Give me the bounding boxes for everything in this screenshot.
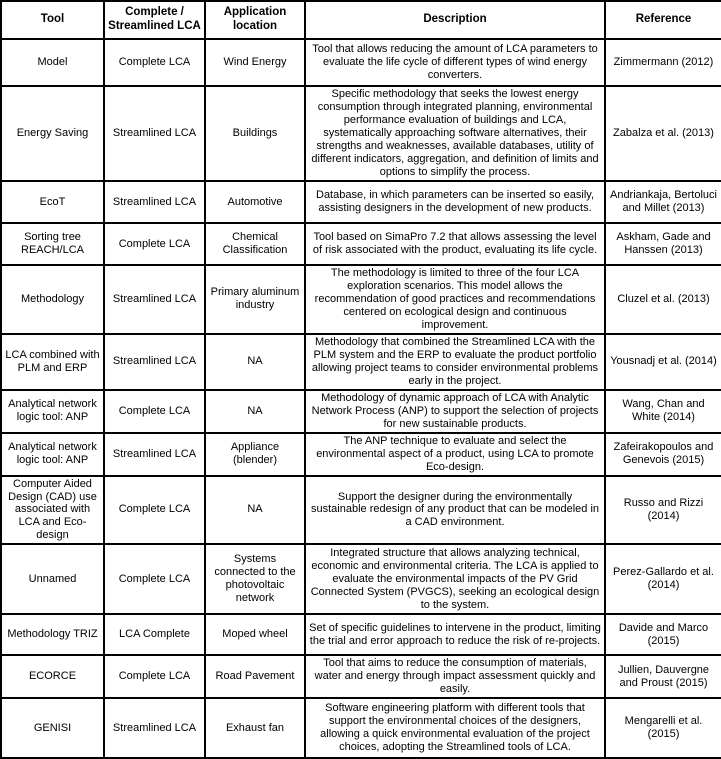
description-cell: Integrated structure that allows analyzing technical, economic and environmental criteria. The LCA is applied to evaluate the environmental impacts of the PV Grid Connected System (PVGCS), seeking an ecological design to the system. [305,544,605,614]
application-cell: Buildings [205,86,305,181]
reference-cell: Cluzel et al. (2013) [605,265,721,334]
lca-type-cell: Complete LCA [104,544,205,614]
lca-type-cell: Complete LCA [104,655,205,698]
lca-type-cell: LCA Complete [104,614,205,655]
table-row [1,655,721,698]
table-header [1,1,721,39]
tool-cell: Methodology TRIZ [1,614,104,655]
table-body [1,39,721,758]
application-cell: Exhaust fan [205,698,305,758]
table-row [1,698,721,758]
table-row [1,390,721,433]
reference-cell: Zimmermann (2012) [605,39,721,86]
application-cell: Moped wheel [205,614,305,655]
description-cell: Tool based on SimaPro 7.2 that allows assessing the level of risk associated with the product, evaluating its life cycle. [305,223,605,265]
tool-cell: Analytical network logic tool: ANP [1,390,104,433]
table-row [1,334,721,390]
lca-type-cell: Streamlined LCA [104,265,205,334]
tool-cell: GENISI [1,698,104,758]
description-cell: Tool that aims to reduce the consumption of materials, water and energy through impact assessment quickly and easily. [305,655,605,698]
application-cell: Primary aluminum industry [205,265,305,334]
column-header-lca-type: Complete / Streamlined LCA [104,1,205,39]
lca-type-cell: Streamlined LCA [104,433,205,476]
column-header-description: Description [305,1,605,39]
tool-cell: Unnamed [1,544,104,614]
tool-cell: Energy Saving [1,86,104,181]
application-cell: Systems connected to the photovoltaic network [205,544,305,614]
header-row [1,1,721,39]
tool-cell: EcoT [1,181,104,223]
tool-cell: Analytical network logic tool: ANP [1,433,104,476]
lca-type-cell: Complete LCA [104,39,205,86]
table-row [1,614,721,655]
reference-cell: Zabalza et al. (2013) [605,86,721,181]
tool-cell: Sorting tree REACH/LCA [1,223,104,265]
application-cell: Wind Energy [205,39,305,86]
application-cell: Chemical Classification [205,223,305,265]
tool-cell: Model [1,39,104,86]
application-cell: Road Pavement [205,655,305,698]
application-cell: Appliance (blender) [205,433,305,476]
table-row [1,476,721,545]
column-header-application: Application location [205,1,305,39]
table-row [1,39,721,86]
description-cell: Specific methodology that seeks the lowest energy consumption through integrated planning, environmental performance evaluation of buildings and LCA, systematically approaching software alternatives, their strengths and weaknesses, available databases, utility of different indicators, aggregation, and definition of limits and options to simplify the process. [305,86,605,181]
application-cell: NA [205,476,305,545]
reference-cell: Jullien, Dauvergne and Proust (2015) [605,655,721,698]
reference-cell: Russo and Rizzi (2014) [605,476,721,545]
description-cell: Software engineering platform with different tools that support the environmental choices of the designers, allowing a quick environmental evaluation of the project choices, adopting the Streamlined tools of LCA. [305,698,605,758]
description-cell: Methodology of dynamic approach of LCA with Analytic Network Process (ANP) to support the selection of projects for new sustainable products. [305,390,605,433]
lca-type-cell: Streamlined LCA [104,86,205,181]
description-cell: Methodology that combined the Streamlined LCA with the PLM system and the ERP to evaluate the product portfolio allowing project teams to consider environmental problems early in the project. [305,334,605,390]
reference-cell: Yousnadj et al. (2014) [605,334,721,390]
table-row [1,265,721,334]
tool-cell: Methodology [1,265,104,334]
tool-cell: Computer Aided Design (CAD) use associated with LCA and Eco-design [1,476,104,545]
table-row [1,181,721,223]
table-row [1,223,721,265]
description-cell: Set of specific guidelines to intervene in the product, limiting the trial and error approach to reduce the risk of re-projects. [305,614,605,655]
application-cell: NA [205,390,305,433]
description-cell: The methodology is limited to three of the four LCA exploration scenarios. This model allows the recommendation of good practices and recommendations centered on ecological design and continuous improvement. [305,265,605,334]
column-header-reference: Reference [605,1,721,39]
description-cell: Tool that allows reducing the amount of LCA parameters to evaluate the life cycle of different types of wind energy converters. [305,39,605,86]
lca-type-cell: Complete LCA [104,476,205,545]
reference-cell: Andriankaja, Bertoluci and Millet (2013) [605,181,721,223]
description-cell: Support the designer during the environmentally sustainable redesign of any product that can be modeled in a CAD environment. [305,476,605,545]
tool-cell: LCA combined with PLM and ERP [1,334,104,390]
lca-type-cell: Complete LCA [104,390,205,433]
table-row [1,544,721,614]
table-row [1,433,721,476]
reference-cell: Askham, Gade and Hanssen (2013) [605,223,721,265]
application-cell: Automotive [205,181,305,223]
lca-type-cell: Complete LCA [104,223,205,265]
table-row [1,86,721,181]
tool-cell: ECORCE [1,655,104,698]
description-cell: Database, in which parameters can be inserted so easily, assisting designers in the development of new products. [305,181,605,223]
description-cell: The ANP technique to evaluate and select the environmental aspect of a product, using LCA to promote Eco-design. [305,433,605,476]
application-cell: NA [205,334,305,390]
reference-cell: Mengarelli et al. (2015) [605,698,721,758]
reference-cell: Wang, Chan and White (2014) [605,390,721,433]
lca-type-cell: Streamlined LCA [104,334,205,390]
reference-cell: Zafeirakopoulos and Genevois (2015) [605,433,721,476]
lca-type-cell: Streamlined LCA [104,698,205,758]
reference-cell: Perez-Gallardo et al. (2014) [605,544,721,614]
lca-type-cell: Streamlined LCA [104,181,205,223]
reference-cell: Davide and Marco (2015) [605,614,721,655]
column-header-tool: Tool [1,1,104,39]
